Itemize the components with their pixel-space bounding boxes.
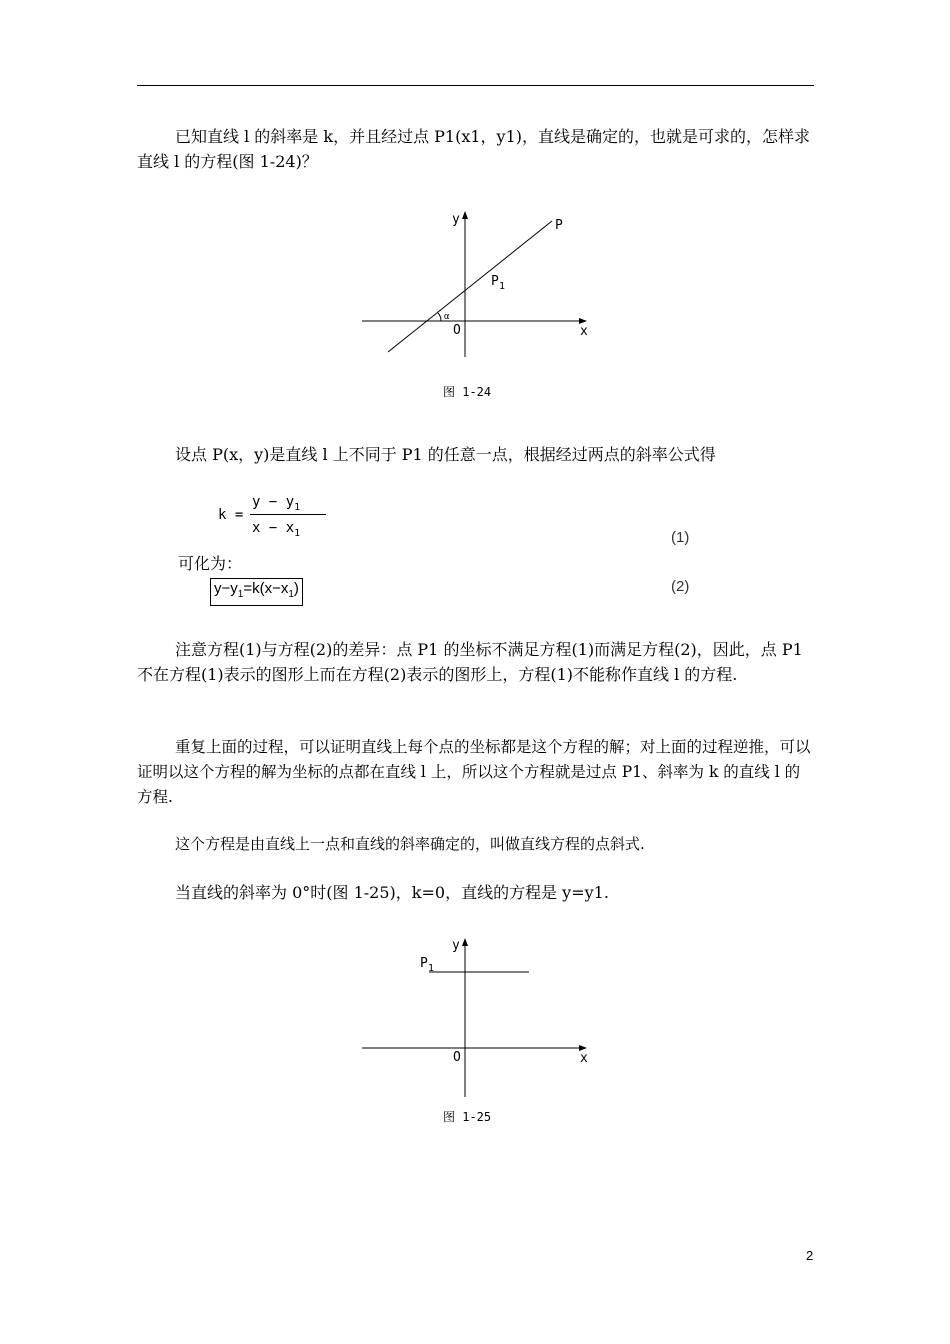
equation-number-2: (2) (671, 578, 690, 595)
fraction-bar (250, 514, 326, 515)
label-p: P (555, 218, 563, 233)
label-y: y (452, 212, 460, 227)
angle-arc (438, 313, 441, 321)
figure-1-25 (355, 932, 595, 1100)
paragraph-proof: 重复上面的过程，可以证明直线上每个点的坐标都是这个方程的解；对上面的过程逆推，可以证明以这个方程的解为坐标的点都在直线 l 上，所以这个方程就是过点 P1、斜率为 k 的直线 l 的方程. (137, 738, 811, 806)
sloped-line (388, 221, 552, 352)
label-x: x (580, 324, 588, 339)
paragraph-intro: 已知直线 l 的斜率是 k，并且经过点 P1(x1，y1)，直线是确定的，也就是可求的，怎样求直线 l 的方程(图 1-24)？ (137, 127, 811, 171)
figure-1-25-caption: 图 1-25 (443, 1110, 492, 1124)
label-y: y (452, 938, 460, 953)
label-origin: O (453, 1050, 461, 1065)
y-axis-arrow-icon (462, 211, 468, 219)
formula-numerator: $y - y_1$ (252, 494, 301, 513)
paragraph-zero-slope: 当直线的斜率为 0°时(图 1-25)，k=0，直线的方程是 y=y1. (175, 883, 609, 902)
paragraph-point-slope: 这个方程是由直线上一点和直线的斜率确定的，叫做直线方程的点斜式. (175, 835, 645, 853)
formula-denominator: $x - x_1$ (252, 520, 301, 539)
point-slope-equation-box: $y-y_1=k(x-x_1)$ (210, 578, 303, 606)
label-p1-subscript: 1 (499, 281, 506, 292)
label-origin: O (453, 323, 461, 338)
formula-lhs: k = (218, 507, 244, 523)
figure-1-24-caption: 图 1-24 (443, 385, 492, 399)
figure-1-24 (355, 205, 595, 360)
paragraph-difference: 注意方程(1)与方程(2)的差异：点 P1 的坐标不满足方程(1)而满足方程(2)，因此，点 P1 不在方程(1)表示的图形上而在方程(2)表示的图形上，方程(1)不能称作直线 l 的方程. (137, 640, 803, 684)
label-alpha: α (444, 312, 450, 322)
simplify-label: 可化为： (178, 554, 243, 573)
y-axis-arrow-icon (462, 938, 468, 946)
label-p1: P (420, 956, 428, 971)
equation-number-1: (1) (671, 529, 690, 546)
paragraph-setup: 设点 P(x，y)是直线 l 上不同于 P1 的任意一点，根据经过两点的斜率公式得 (175, 445, 716, 464)
header-rule (137, 85, 814, 86)
page-number: 2 (806, 1248, 814, 1263)
label-x: x (580, 1051, 588, 1066)
label-p1-subscript: 1 (428, 963, 435, 974)
label-p1: P (491, 274, 499, 289)
